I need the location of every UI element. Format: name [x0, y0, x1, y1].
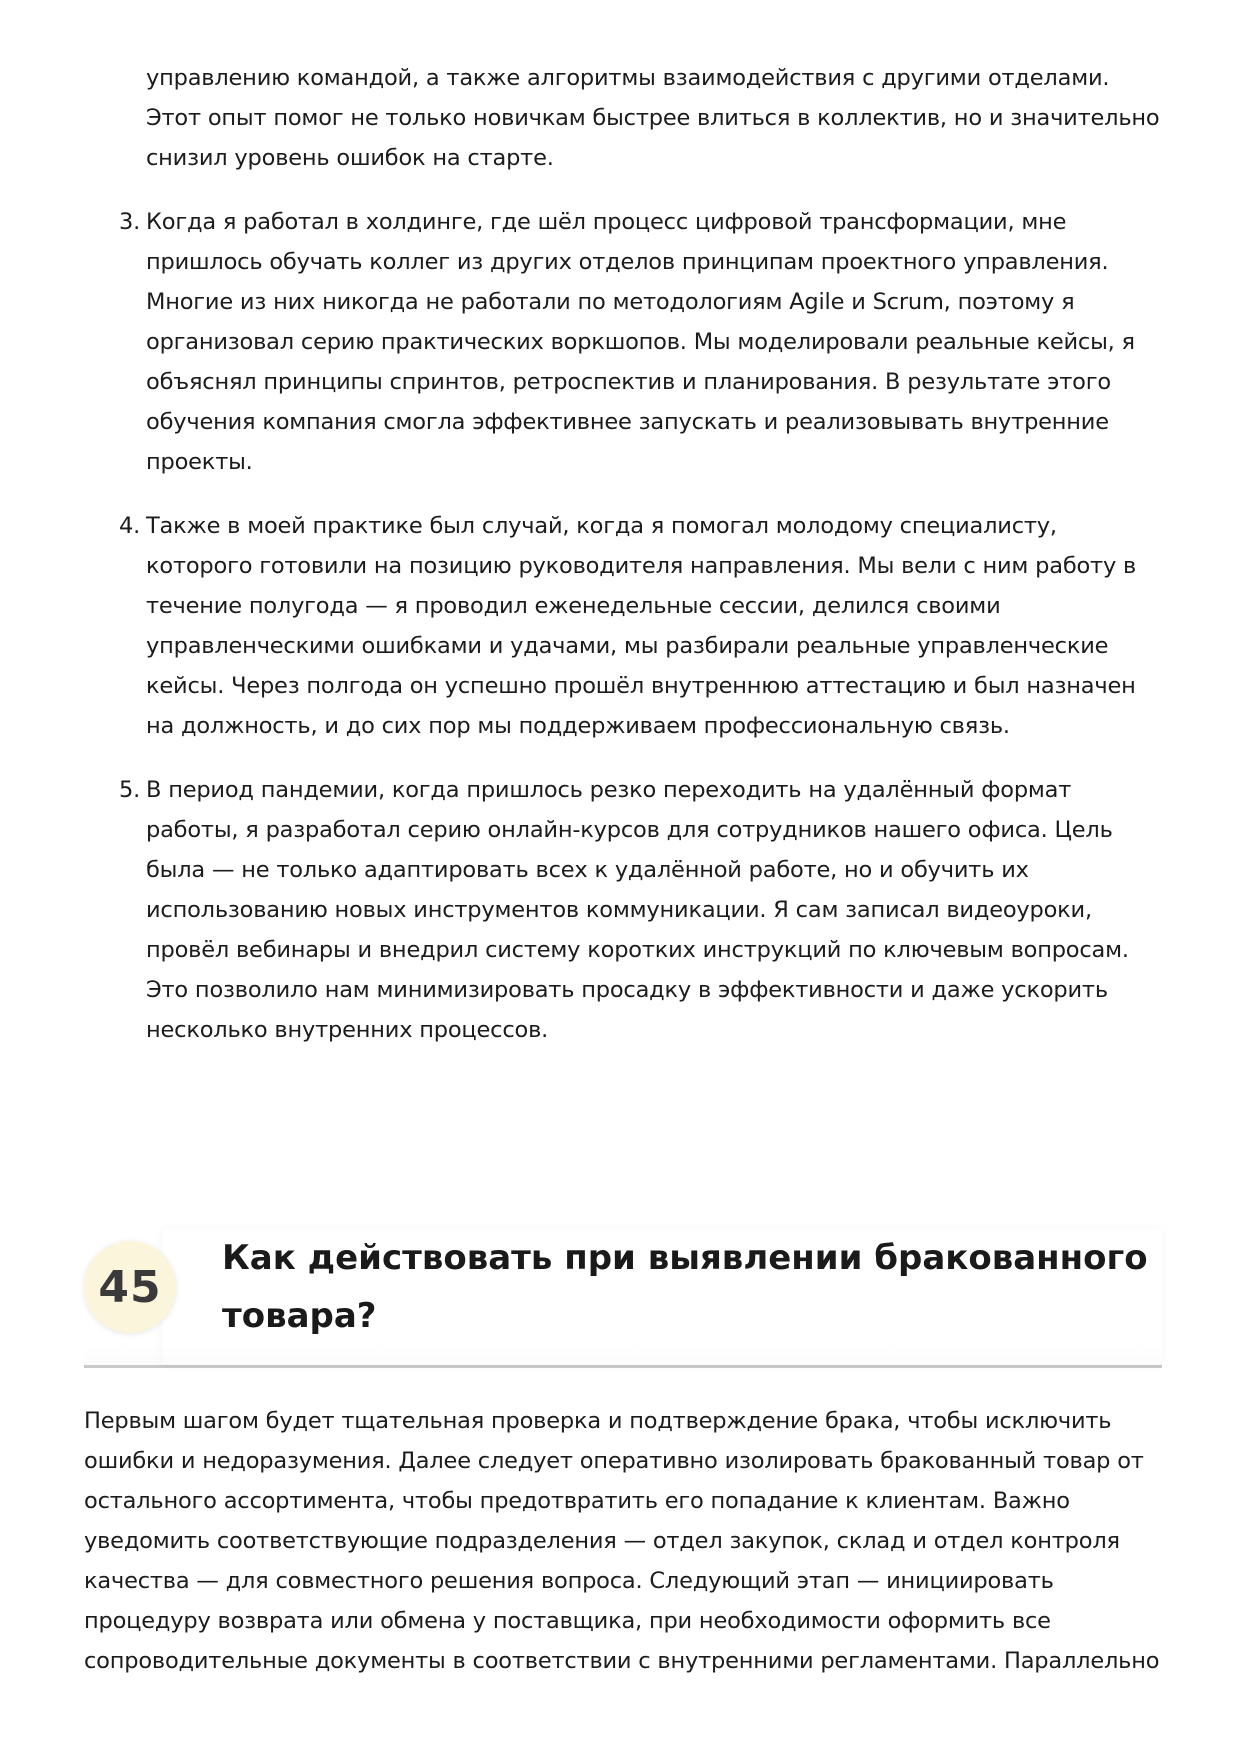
- question-number-badge: 45: [84, 1241, 176, 1333]
- list-item-text: Также в моей практике был случай, когда я помогал молодому специалисту, которого готовили на позицию руководителя направления. Мы вели с ним работу в течение полугода — я проводил еженедельные сессии, делился своими управленческими ошибками и удачами, мы разбирали реальные управленческие кейсы. Через полгода он успешно прошёл внутреннюю аттестацию и был назначен на должность, и до сих пор мы поддерживаем профессиональную связь.: [146, 513, 1137, 739]
- list-item-text: Когда я работал в холдинге, где шёл процесс цифровой трансформации, мне пришлось обучать коллег из других отделов принципам проектного управления. Многие из них никогда не работали по методологиям Agile и Scrum, поэтому я организовал серию практических воркшопов. Мы моделировали реальные кейсы, я объяснял принципы спринтов, ретроспектив и планирования. В результате этого обучения компания смогла эффективнее запускать и реализовывать внутренние проекты.: [146, 209, 1135, 475]
- list-item-number: 3.: [119, 209, 141, 235]
- question-title: Как действовать при выявлении бракованного товара?: [222, 1238, 1148, 1336]
- list-item-text: В период пандемии, когда пришлось резко переходить на удалённый формат работы, я разработал серию онлайн-курсов для сотрудников нашего офиса. Цель была — не только адаптировать всех к удалённой работе, но и обучить их использованию новых инструментов коммуникации. Я сам записал видеоуроки, провёл вебинары и внедрил систему коротких инструкций по ключевым вопросам. Это позволило нам минимизировать просадку в эффективности и даже ускорить несколько внутренних процессов.: [146, 777, 1129, 1043]
- question-header: [84, 1229, 1162, 1368]
- list-item: [84, 770, 1164, 1050]
- list-item: [84, 506, 1164, 746]
- list-item: [84, 58, 1164, 178]
- answer-paragraph: Первым шагом будет тщательная проверка и подтверждение брака, чтобы исключить ошибки и недоразумения. Далее следует оперативно изолировать бракованный товар от остального ассортимента, чтобы предотвратить его попадание к клиентам. Важно уведомить соответствующие подразделения — отдел закупок, склад и отдел контроля качества — для совместного решения вопроса. Следующий этап — инициировать процедуру возврата или обмена у поставщика, при необходимости оформить все сопроводительные документы в соответствии с внутренними регламентами. Параллельно: [84, 1408, 1160, 1674]
- list-item-text: управлению командой, а также алгоритмы взаимодействия с другими отделами. Этот опыт помог не только новичкам быстрее влиться в коллектив, но и значительно снизил уровень ошибок на старте.: [146, 65, 1160, 171]
- numbered-list: [84, 58, 1164, 1074]
- list-item-number: 4.: [119, 513, 141, 539]
- list-item-number: 5.: [119, 777, 141, 803]
- list-item: [84, 202, 1164, 482]
